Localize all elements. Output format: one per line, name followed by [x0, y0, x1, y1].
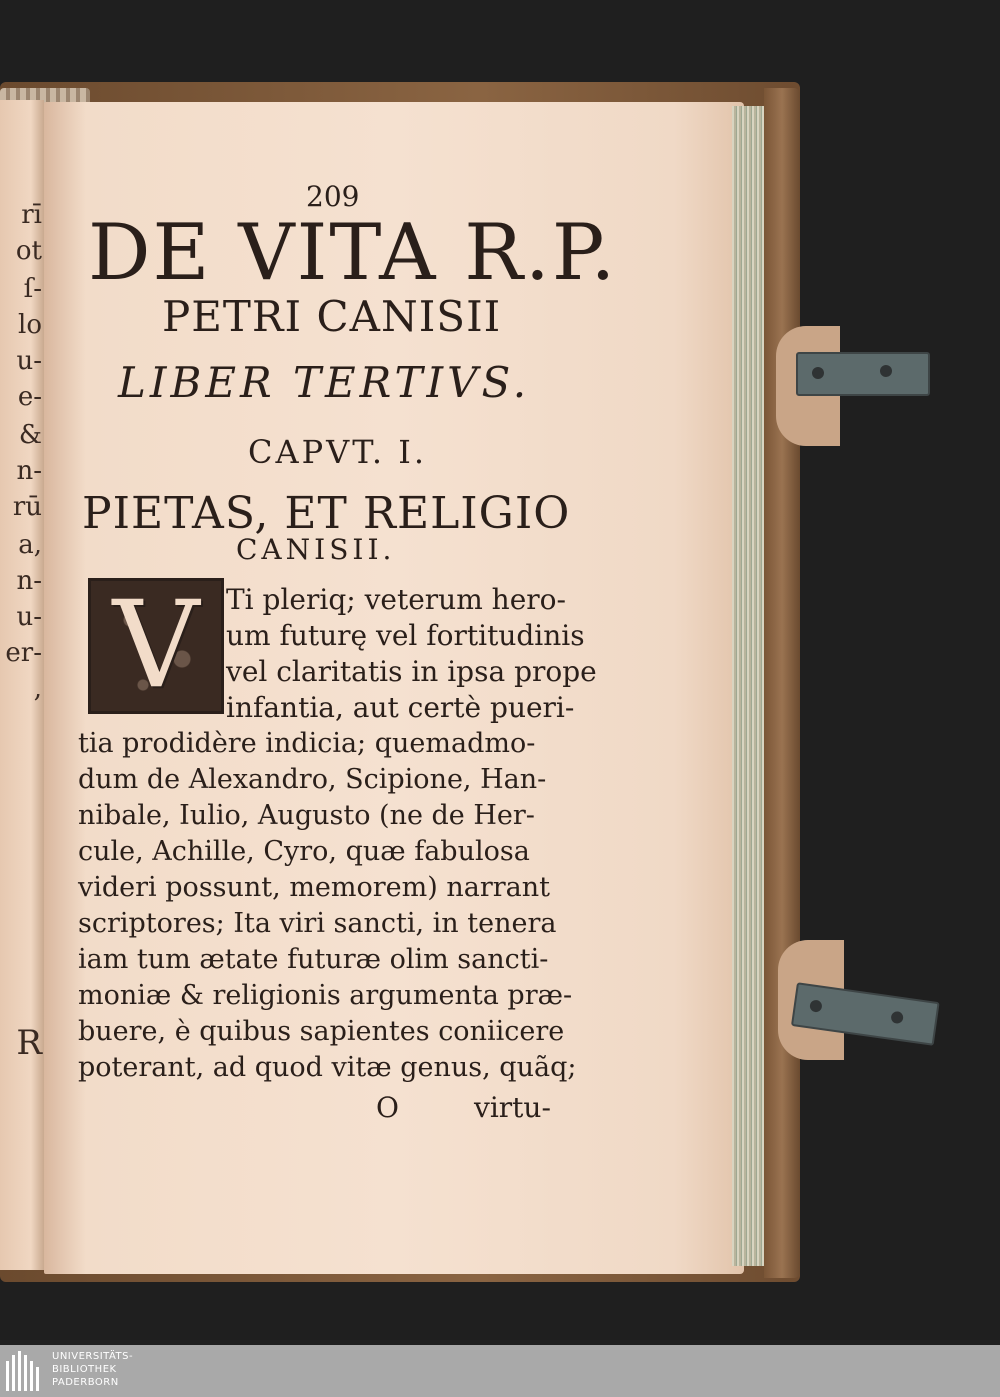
body-line: poterant, ad quod vitæ genus, quãq;: [78, 1052, 577, 1083]
left-page-fragment: ot: [15, 236, 42, 266]
left-page-fragment: n-: [16, 566, 42, 596]
left-page-fragment: rī: [21, 200, 42, 230]
rivet-icon: [880, 365, 892, 377]
body-line: videri possunt, memorem) narrant: [78, 872, 550, 903]
left-page-fragment: ,: [33, 674, 42, 704]
body-line: moniæ & religionis argumenta præ-: [78, 980, 573, 1011]
rivet-icon: [812, 367, 824, 379]
library-name-line-3: PADERBORN: [52, 1377, 119, 1388]
body-line: infantia, aut certè pueri-: [226, 691, 575, 724]
library-footer-bar: [0, 1345, 1000, 1397]
body-line: vel claritatis in ipsa prope: [226, 655, 597, 688]
catchword-right: virtu-: [474, 1091, 551, 1124]
decorated-initial: [88, 578, 224, 714]
left-page-fragment: rū: [12, 492, 42, 522]
clasp-upper: [796, 352, 930, 396]
title-line-2: PETRI CANISII: [162, 292, 502, 341]
left-page-fragment: R: [16, 1023, 42, 1063]
body-line: iam tum ætate futuræ olim sancti-: [78, 944, 549, 975]
body-line: scriptores; Ita viri sancti, in tenera: [78, 908, 557, 939]
left-page-fragment: u-: [16, 346, 42, 376]
body-line: nibale, Iulio, Augusto (ne de Her-: [78, 800, 535, 831]
library-logo-icon: [6, 1351, 46, 1391]
body-line: cule, Achille, Cyro, quæ fabulosa: [78, 836, 530, 867]
library-name: [52, 1350, 133, 1389]
library-name-line-1: UNIVERSITÄTS-: [52, 1351, 134, 1362]
left-page-fragment: &: [18, 420, 42, 450]
left-page-fragment: er-: [5, 638, 42, 668]
section-heading-line-1: PIETAS, ET RELIGIO: [82, 488, 571, 539]
initial-letter: V: [112, 576, 200, 715]
left-page: [0, 100, 44, 1270]
page-number: 209: [306, 180, 360, 213]
left-page-fragment: a,: [18, 530, 42, 560]
body-line: um futurę vel fortitudinis: [226, 619, 585, 652]
title-line-1: DE VITA R.P.: [88, 208, 618, 298]
left-page-fragment: n-: [16, 456, 42, 486]
book-subtitle: LIBER TERTIVS.: [118, 358, 531, 407]
left-page-fragment: e-: [17, 382, 42, 412]
chapter-heading: CAPVT. I.: [248, 433, 428, 471]
rivet-icon: [809, 999, 823, 1013]
body-line: Ti pleriq; veterum hero-: [226, 583, 566, 616]
left-page-fragment: ſ-: [23, 274, 42, 304]
body-line: dum de Alexandro, Scipione, Han-: [78, 764, 547, 795]
body-line: buere, è quibus sapientes coniicere: [78, 1016, 565, 1047]
body-line: tia prodidère indicia; quemadmo-: [78, 728, 536, 759]
page-edges: [732, 106, 764, 1266]
back-board-edge: [764, 88, 800, 1278]
section-heading-line-2: CANISII.: [236, 533, 396, 566]
catchword-left: O: [376, 1091, 399, 1124]
left-page-fragment: lo: [18, 310, 42, 340]
left-page-fragment: u-: [16, 602, 42, 632]
rivet-icon: [890, 1011, 904, 1025]
library-name-line-2: BIBLIOTHEK: [52, 1364, 117, 1375]
